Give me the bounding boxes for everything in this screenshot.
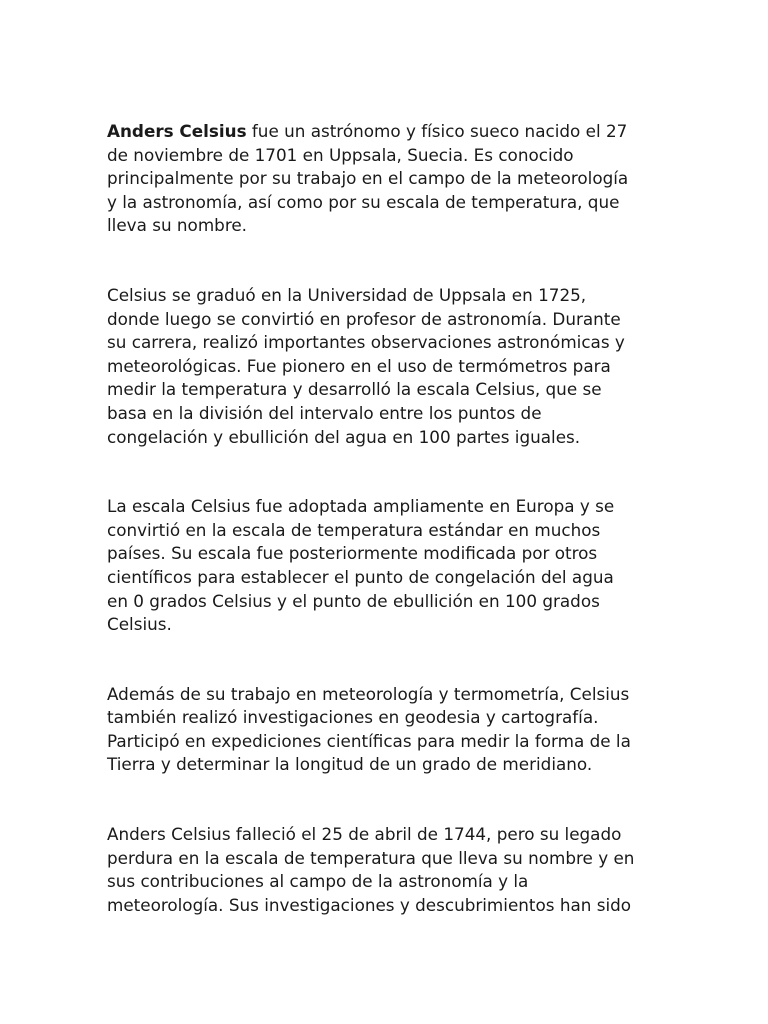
text-line: donde luego se convirtió en profesor de astronomía. Durante [107, 308, 621, 329]
text-line: también realizó investigaciones en geodesia y cartografía. [107, 707, 599, 728]
text-line: científicos para establecer el punto de congelación del agua [107, 566, 614, 587]
text-line: Participó en expediciones científicas para medir la forma de la [107, 730, 631, 751]
bold-name: Anders Celsius [107, 121, 247, 141]
text-line: Anders Celsius fue un astrónomo y físico sueco nacido el 27 [107, 121, 628, 141]
text-line: lleva su nombre. [107, 215, 248, 236]
text-line: perdura en la escala de temperatura que lleva su nombre y en [107, 847, 635, 868]
paragraph-scale [107, 495, 667, 637]
paragraph-legacy [107, 823, 667, 917]
text-line: Además de su trabajo en meteorología y termometría, Celsius [107, 683, 630, 704]
text-line: Anders Celsius falleció el 25 de abril de 1744, pero su legado [107, 824, 622, 845]
text-line: sus contribuciones al campo de la astronomía y la [107, 871, 529, 892]
text-line: La escala Celsius fue adoptada ampliamente en Europa y se [107, 496, 615, 517]
text-line: convirtió en la escala de temperatura estándar en muchos [107, 519, 601, 540]
text-line: medir la temperatura y desarrolló la escala Celsius, que se [107, 379, 602, 400]
text-line: congelación y ebullición del agua en 100 partes iguales. [107, 426, 581, 447]
paragraph-education [107, 284, 667, 449]
text-line: Celsius se graduó en la Universidad de Uppsala en 1725, [107, 284, 587, 305]
text-line: principalmente por su trabajo en el campo de la meteorología [107, 168, 629, 189]
text-line: países. Su escala fue posteriormente modificada por otros [107, 543, 598, 564]
text-line: basa en la división del intervalo entre los puntos de [107, 402, 542, 423]
text-line: meteorología. Sus investigaciones y descubrimientos han sido [107, 894, 632, 915]
text-line: Celsius. [107, 614, 172, 635]
text-line: meteorológicas. Fue pionero en el uso de termómetros para [107, 355, 611, 376]
text-line: y la astronomía, así como por su escala de temperatura, que [107, 191, 620, 212]
text-line: su carrera, realizó importantes observaciones astronómicas y [107, 332, 625, 353]
paragraph-intro [107, 120, 667, 238]
text-line: en 0 grados Celsius y el punto de ebullición en 100 grados [107, 590, 600, 611]
text-line: de noviembre de 1701 en Uppsala, Suecia. Es conocido [107, 144, 574, 165]
text-line: Tierra y determinar la longitud de un grado de meridiano. [107, 754, 593, 775]
paragraph-geodesy [107, 683, 667, 777]
document-page [107, 120, 667, 917]
